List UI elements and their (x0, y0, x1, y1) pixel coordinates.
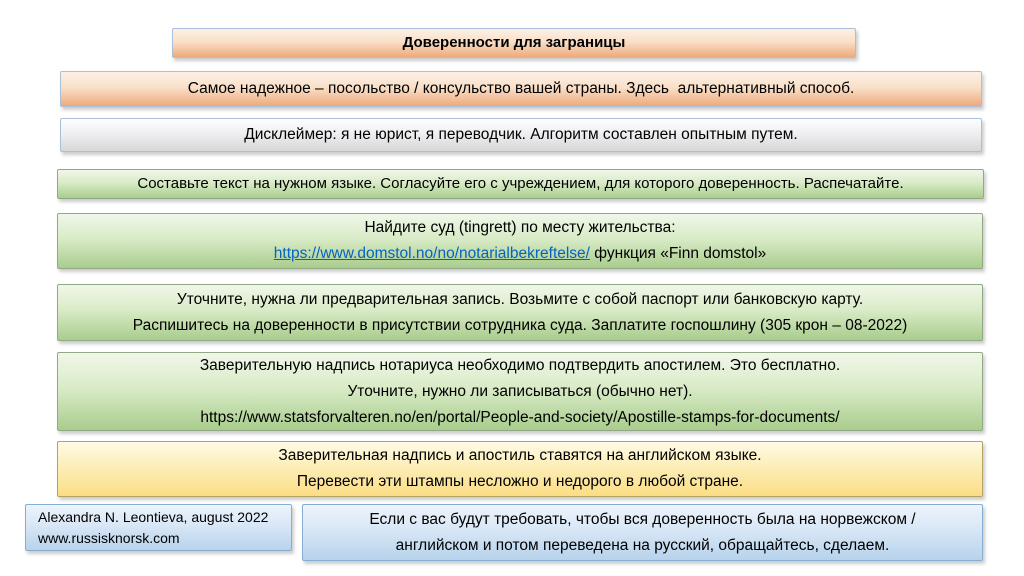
stamps-language-box (57, 441, 983, 497)
disclaimer-text: Дисклеймер: я не юрист, я переводчик. Алгоритм составлен опытным путем. (244, 126, 798, 143)
find-court-line2-suffix: функция «Finn domstol» (590, 245, 767, 262)
court-visit-box (57, 284, 983, 341)
compose-text-box (57, 169, 984, 199)
apostille-line2: Уточните, нужно ли записываться (обычно нет). (347, 382, 693, 400)
stamps-line1: Заверительная надпись и апостиль ставятся на английском языке. (278, 447, 762, 464)
safest-way-box (60, 71, 982, 107)
stamps-line2: Перевести эти штампы несложно и недорого в любой стране. (296, 473, 744, 490)
apostille-box (57, 352, 983, 431)
author-website: www.russisknorsk.com (38, 529, 180, 546)
find-court-line2 (274, 241, 766, 267)
translation-offer-box (302, 504, 983, 561)
apostille-url-text: https://www.statsforvalteren.no/en/portal/People-and-society/Apostille-stamps-for-documents/ (200, 408, 840, 426)
title-box (172, 28, 856, 58)
page-title: Доверенности для заграницы (402, 34, 626, 51)
domstol-link[interactable]: https://www.domstol.no/no/notarialbekreftelse/ (273, 245, 590, 262)
find-court-box (57, 213, 983, 269)
author-credit-box (25, 504, 292, 551)
safest-way-text: Самое надежное – посольство / консульство вашей страны. Здесь альтернативный способ. (187, 80, 855, 97)
offer-line2: английском и потом переведена на русский, обращайтесь, сделаем. (395, 536, 890, 554)
compose-text: Составьте текст на нужном языке. Согласуйте его с учреждением, для которого доверенность. Распечатайте. (137, 175, 904, 192)
offer-line1: Если с вас будут требовать, чтобы вся доверенность была на норвежском / (369, 510, 916, 528)
find-court-line1: Найдите суд (tingrett) по месту жительства: (364, 219, 676, 236)
author-name: Alexandra N. Leontieva, august 2022 (38, 508, 269, 525)
apostille-line1: Заверительную надпись нотариуса необходимо подтвердить апостилем. Это бесплатно. (199, 356, 841, 374)
disclaimer-box (60, 118, 982, 152)
court-visit-line1: Уточните, нужна ли предварительная запись. Возьмите с собой паспорт или банковскую карту. (176, 290, 864, 308)
court-visit-line2: Распишитесь на доверенности в присутствии сотрудника суда. Заплатите госпошлину (305 крон – 08-2022) (132, 316, 908, 334)
